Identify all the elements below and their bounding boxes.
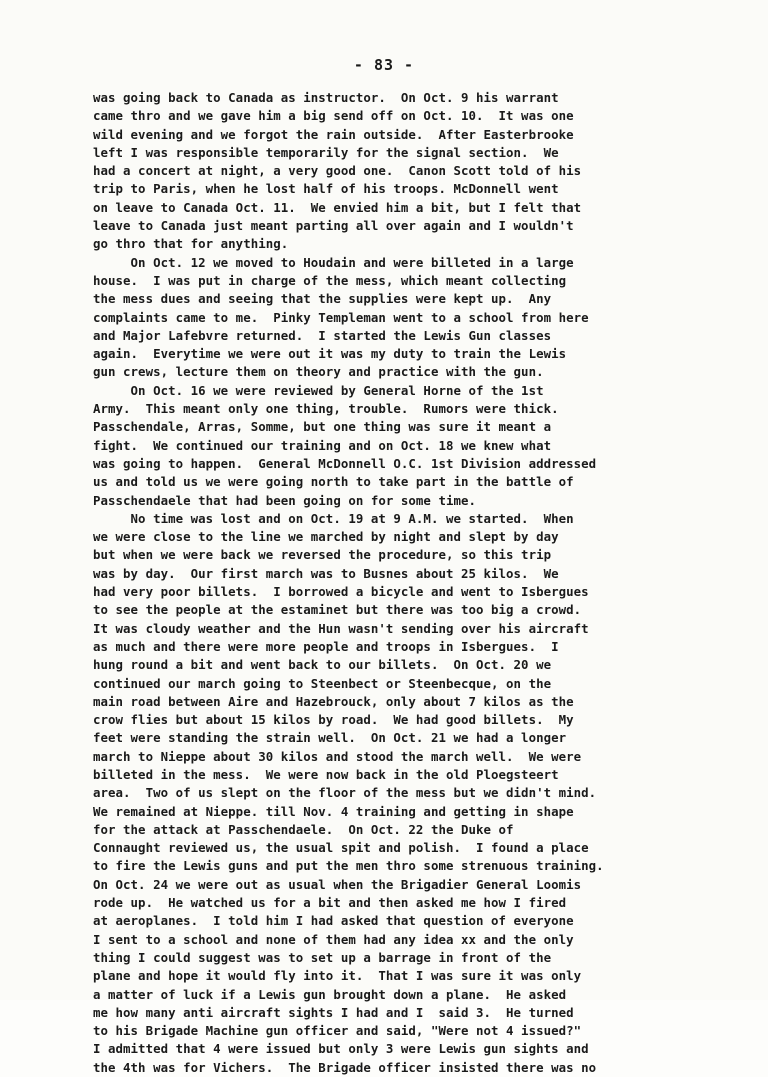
text-line: No time was lost and on Oct. 19 at 9 A.M. we started. When <box>93 510 574 526</box>
text-line: Army. This meant only one thing, trouble. Rumors were thick. <box>93 401 559 417</box>
text-line: came thro and we gave him a big send off on Oct. 10. It was one <box>93 108 574 124</box>
text-line: continued our march going to Steenbect or Steenbecque, on the <box>93 675 552 691</box>
text-line: plane and hope it would fly into it. That I was sure it was only <box>93 968 582 984</box>
text-line: leave to Canada just meant parting all over again and I wouldn't <box>93 218 574 234</box>
text-line: was going back to Canada as instructor. On Oct. 9 his warrant <box>93 90 559 105</box>
text-line: had very poor billets. I borrowed a bicycle and went to Isbergues <box>93 584 589 600</box>
page-number: - 83 - <box>353 56 415 74</box>
text-line: We remained at Nieppe. till Nov. 4 training and getting in shape <box>93 803 574 819</box>
text-line: we were close to the line we marched by night and slept by day <box>93 529 559 545</box>
text-line: I admitted that 4 were issued but only 3 were Lewis gun sights and <box>93 1041 589 1057</box>
text-line: billeted in the mess. We were now back in the old Ploegsteert <box>93 766 559 782</box>
text-line: march to Nieppe about 30 kilos and stood the march well. We were <box>93 748 582 764</box>
text-line: as much and there were more people and troops in Isbergues. I <box>93 638 559 654</box>
text-line: me how many anti aircraft sights I had and I said 3. He turned <box>93 1004 574 1020</box>
text-line: left I was responsible temporarily for the signal section. We <box>93 144 559 160</box>
text-line: Connaught reviewed us, the usual spit and polish. I found a place <box>93 840 589 856</box>
text-line: again. Everytime we were out it was my duty to train the Lewis <box>93 346 567 362</box>
text-line: rode up. He watched us for a bit and then asked me how I fired <box>93 895 567 911</box>
text-line: had a concert at night, a very good one. Canon Scott told of his <box>93 163 582 179</box>
text-line: but when we were back we reversed the procedure, so this trip <box>93 547 552 563</box>
text-line: Passchendale, Arras, Somme, but one thing was sure it meant a <box>93 419 552 435</box>
text-line: the 4th was for Vichers. The Brigade officer insisted there was no <box>93 1059 597 1075</box>
text-line: I sent to a school and none of them had any idea xx and the only <box>93 931 574 947</box>
text-line: at aeroplanes. I told him I had asked that question of everyone <box>93 913 574 929</box>
text-line: wild evening and we forgot the rain outside. After Easterbrooke <box>93 126 574 142</box>
text-line: to see the people at the estaminet but there was too big a crowd. <box>93 602 582 618</box>
text-line: On Oct. 24 we were out as usual when the Brigadier General Loomis <box>93 876 582 892</box>
text-line: for the attack at Passchendaele. On Oct. 22 the Duke of <box>93 821 514 837</box>
text-line: crow flies but about 15 kilos by road. We had good billets. My <box>93 712 574 728</box>
text-line: complaints came to me. Pinky Templeman went to a school from here <box>93 309 589 325</box>
text-line: thing I could suggest was to set up a barrage in front of the <box>93 949 552 965</box>
text-line: the mess dues and seeing that the supplies were kept up. Any <box>93 291 552 307</box>
text-line: Passchendaele that had been going on for some time. <box>93 492 476 508</box>
text-line: go thro that for anything. <box>93 236 289 252</box>
text-line: area. Two of us slept on the floor of the mess but we didn't mind. <box>93 785 597 801</box>
text-line: house. I was put in charge of the mess, which meant collecting <box>93 272 567 288</box>
text-line: gun crews, lecture them on theory and practice with the gun. <box>93 364 544 380</box>
text-line: On Oct. 12 we moved to Houdain and were billeted in a large <box>93 254 574 270</box>
text-line: on leave to Canada Oct. 11. We envied him a bit, but I felt that <box>93 199 582 215</box>
text-line: feet were standing the strain well. On Oct. 21 we had a longer <box>93 730 567 746</box>
text-line: trip to Paris, when he lost half of his troops. McDonnell went <box>93 181 559 197</box>
text-line: main road between Aire and Hazebrouck, only about 7 kilos as the <box>93 693 574 709</box>
text-line: was by day. Our first march was to Busnes about 25 kilos. We <box>93 565 559 581</box>
text-line: On Oct. 16 we were reviewed by General Horne of the 1st <box>93 382 544 398</box>
text-line: to fire the Lewis guns and put the men thro some strenuous training. <box>93 858 604 874</box>
text-line: us and told us we were going north to take part in the battle of <box>93 474 574 490</box>
text-line: It was cloudy weather and the Hun wasn't sending over his aircraft <box>93 620 589 636</box>
text-line: to his Brigade Machine gun officer and said, "Were not 4 issued?" <box>93 1023 582 1039</box>
text-line: hung round a bit and went back to our billets. On Oct. 20 we <box>93 657 552 673</box>
text-line: a matter of luck if a Lewis gun brought down a plane. He asked <box>93 986 567 1002</box>
text-line: was going to happen. General McDonnell O.C. 1st Division addressed <box>93 455 597 471</box>
text-line: and Major Lafebvre returned. I started the Lewis Gun classes <box>93 327 552 343</box>
text-line: fight. We continued our training and on Oct. 18 we knew what <box>93 437 552 453</box>
body-text <box>93 89 733 1077</box>
